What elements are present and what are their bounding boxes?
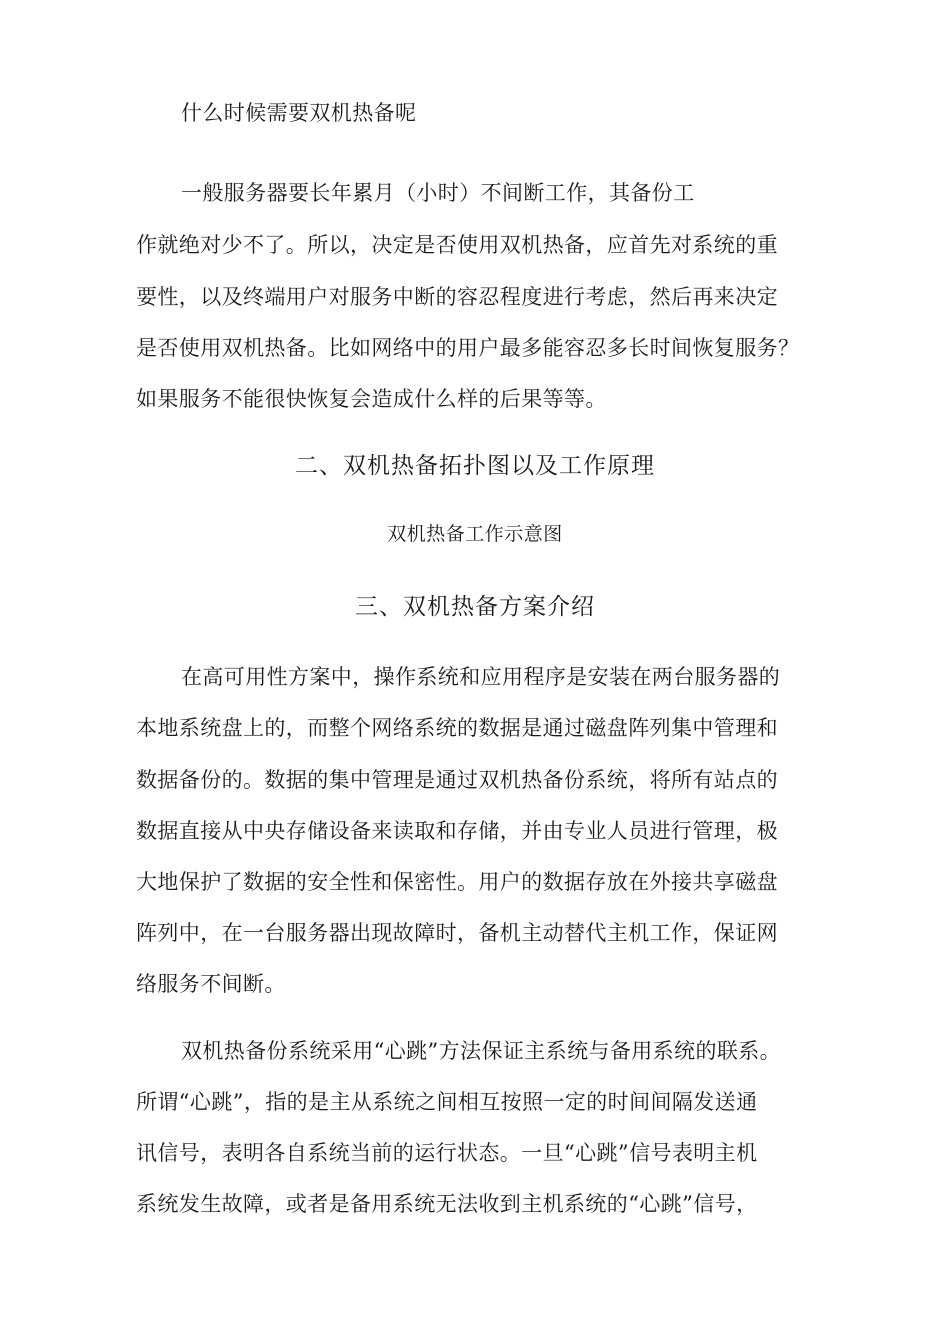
- paragraph-line: 讯信号，表明各自系统当前的运行状态。一旦“心跳”信号表明主机: [136, 1141, 758, 1165]
- paragraph-line: 阵列中，在一台服务器出现故障时，备机主动替代主机工作，保证网: [136, 921, 778, 945]
- section-heading-2: 二、双机热备拓扑图以及工作原理: [295, 453, 655, 479]
- paragraph-line: 大地保护了数据的安全性和保密性。用户的数据存放在外接共享磁盘: [136, 870, 778, 894]
- paragraph-line: 系统发生故障，或者是备用系统无法收到主机系统的“心跳”信号，: [136, 1192, 758, 1216]
- section-heading-3: 三、双机热备方案介绍: [355, 594, 595, 620]
- paragraph-line: 数据直接从中央存储设备来读取和存储，并由专业人员进行管理，极: [136, 819, 778, 843]
- figure-caption: 双机热备工作示意图: [387, 523, 563, 545]
- paragraph-line: 作就绝对少不了。所以，决定是否使用双机热备，应首先对系统的重: [136, 233, 778, 257]
- paragraph-line: 数据备份的。数据的集中管理是通过双机热备份系统，将所有站点的: [136, 768, 778, 792]
- paragraph-line: 一般服务器要长年累月（小时）不间断工作，其备份工: [181, 181, 695, 205]
- paragraph-line: 双机热备份系统采用“心跳”方法保证主系统与备用系统的联系。: [181, 1039, 782, 1063]
- paragraph-line: 所谓“心跳”，指的是主从系统之间相互按照一定的时间间隔发送通: [136, 1090, 758, 1114]
- paragraph-line: 是否使用双机热备。比如网络中的用户最多能容忍多长时间恢复服务？: [136, 336, 800, 360]
- paragraph-line: 本地系统盘上的，而整个网络系统的数据是通过磁盘阵列集中管理和: [136, 716, 778, 740]
- paragraph-line: 络服务不间断。: [136, 972, 286, 996]
- paragraph-line: 如果服务不能很快恢复会造成什么样的后果等等。: [136, 387, 607, 411]
- paragraph-line: 要性，以及终端用户对服务中断的容忍程度进行考虑，然后再来决定: [136, 285, 778, 309]
- paragraph-line: 在高可用性方案中，操作系统和应用程序是安装在两台服务器的: [181, 665, 781, 689]
- intro-title: 什么时候需要双机热备呢: [181, 101, 417, 125]
